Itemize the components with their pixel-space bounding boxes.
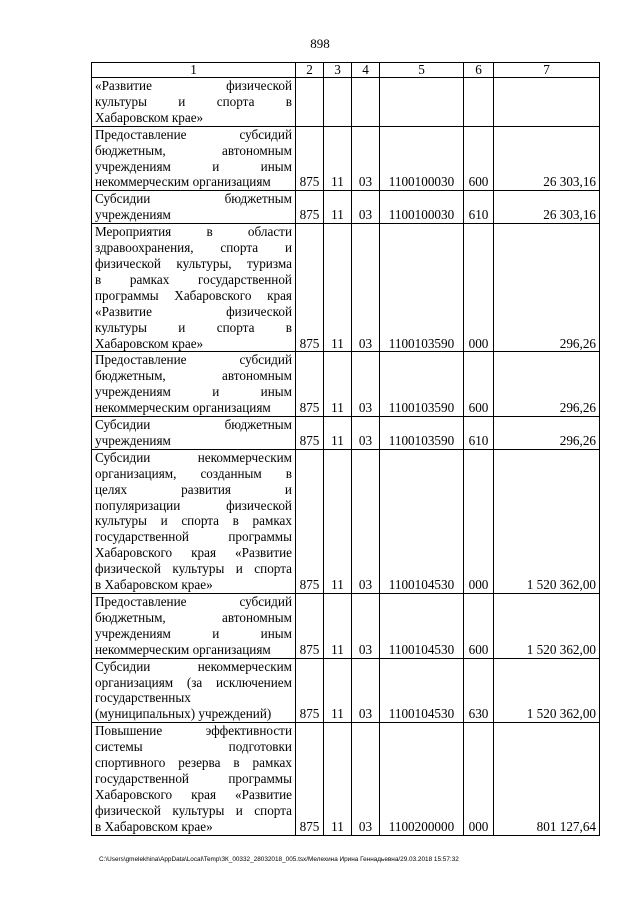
table-row — [92, 417, 600, 450]
row-name-line: бюджетным, автономным — [95, 368, 292, 384]
row-name-cell — [92, 594, 296, 659]
row-name-line: физической культуры и спорта — [95, 802, 292, 818]
row-name-line: некоммерческим организациям — [95, 641, 271, 657]
row-name-line: Предоставление субсидий — [95, 352, 292, 368]
expense-type-cell: 610 — [464, 191, 494, 224]
target-article-cell: 1100104530 — [380, 658, 464, 723]
header-cell: 6 — [464, 63, 494, 78]
row-name-line: программы Хабаровского края — [95, 287, 292, 303]
table-row — [92, 723, 600, 835]
amount-cell: 296,26 — [494, 224, 600, 352]
row-name-line: учреждениям и иным — [95, 158, 292, 174]
row-name-line: (муниципальных) учреждений) — [95, 706, 272, 722]
row-name-cell — [92, 126, 296, 191]
section-code-cell — [324, 78, 352, 127]
row-name-line: культуры и спорта в — [95, 93, 292, 109]
table-row — [92, 78, 600, 127]
ministry-code-cell: 875 — [296, 191, 324, 224]
row-name-line: государственной программы — [95, 770, 292, 786]
section-code-cell: 11 — [324, 352, 352, 417]
row-name-cell — [92, 352, 296, 417]
row-name-line: Хабаровском крае» — [95, 335, 204, 351]
row-name-line: Субсидии бюджетным — [95, 191, 292, 207]
subsection-code-cell: 03 — [352, 224, 380, 352]
table-row — [92, 352, 600, 417]
row-name-line: Субсидии некоммерческим — [95, 658, 292, 674]
row-name-line: некоммерческим организациям — [95, 400, 271, 416]
amount-cell: 1 520 362,00 — [494, 658, 600, 723]
row-name-line: здравоохранения, спорта и — [95, 240, 292, 256]
row-name-line: организациям, созданным в — [95, 465, 292, 481]
header-cell: 4 — [352, 63, 380, 78]
row-name-line: в рамках государственной — [95, 271, 292, 287]
ministry-code-cell: 875 — [296, 449, 324, 593]
amount-cell — [494, 78, 600, 127]
section-code-cell: 11 — [324, 191, 352, 224]
table-row — [92, 126, 600, 191]
row-name-line: некоммерческим организациям — [95, 174, 271, 190]
ministry-code-cell: 875 — [296, 224, 324, 352]
section-code-cell: 11 — [324, 594, 352, 659]
row-name-line: Субсидии бюджетным — [95, 417, 292, 433]
row-name-cell — [92, 723, 296, 835]
row-name-line: государственных — [95, 690, 191, 706]
section-code-cell: 11 — [324, 126, 352, 191]
section-code-cell: 11 — [324, 723, 352, 835]
amount-cell: 1 520 362,00 — [494, 594, 600, 659]
subsection-code-cell: 03 — [352, 658, 380, 723]
row-name-line: популяризации физической — [95, 497, 292, 513]
table-row — [92, 191, 600, 224]
row-name-line: учреждениям — [95, 432, 171, 448]
section-code-cell: 11 — [324, 417, 352, 450]
row-name-cell — [92, 191, 296, 224]
subsection-code-cell: 03 — [352, 126, 380, 191]
ministry-code-cell: 875 — [296, 594, 324, 659]
ministry-code-cell: 875 — [296, 352, 324, 417]
expense-type-cell: 630 — [464, 658, 494, 723]
subsection-code-cell — [352, 78, 380, 127]
row-name-line: Предоставление субсидий — [95, 126, 292, 142]
row-name-line: системы подготовки — [95, 739, 292, 755]
row-name-line: государственной программы — [95, 529, 292, 545]
row-name-line: Хабаровского края «Развитие — [95, 545, 292, 561]
expense-type-cell: 000 — [464, 723, 494, 835]
row-name-line: Предоставление субсидий — [95, 594, 292, 609]
header-cell: 1 — [92, 63, 296, 78]
table-header-row — [92, 63, 600, 78]
subsection-code-cell: 03 — [352, 417, 380, 450]
row-name-line: культуры и спорта в — [95, 319, 292, 335]
expense-type-cell: 600 — [464, 126, 494, 191]
amount-cell: 801 127,64 — [494, 723, 600, 835]
target-article-cell: 1100100030 — [380, 191, 464, 224]
row-name-cell — [92, 224, 296, 352]
row-name-line: учреждениям и иным — [95, 384, 292, 400]
row-name-line: Субсидии некоммерческим — [95, 449, 292, 465]
row-name-line: организациям (за исключением — [95, 674, 292, 690]
subsection-code-cell: 03 — [352, 594, 380, 659]
header-cell: 7 — [494, 63, 600, 78]
row-name-cell — [92, 658, 296, 723]
footer-file-path: C:\Users\gmelekhina\AppData\Local\Temp\ЗК_00332_28032018_005.tsx/Мелехина Ирина Геннадьевна/29.03.2018 15:57:32 — [99, 856, 459, 863]
header-cell: 3 — [324, 63, 352, 78]
expense-type-cell: 000 — [464, 224, 494, 352]
subsection-code-cell: 03 — [352, 449, 380, 593]
row-name-line: физической культуры, туризма — [95, 255, 292, 271]
expense-type-cell: 000 — [464, 449, 494, 593]
row-name-line: «Развитие физической — [95, 303, 292, 319]
section-code-cell: 11 — [324, 658, 352, 723]
target-article-cell: 1100100030 — [380, 126, 464, 191]
expense-type-cell — [464, 78, 494, 127]
row-name-line: в Хабаровском крае» — [95, 577, 213, 593]
subsection-code-cell: 03 — [352, 191, 380, 224]
target-article-cell — [380, 78, 464, 127]
target-article-cell: 1100103590 — [380, 352, 464, 417]
ministry-code-cell: 875 — [296, 417, 324, 450]
expense-type-cell: 600 — [464, 352, 494, 417]
ministry-code-cell: 875 — [296, 658, 324, 723]
target-article-cell: 1100104530 — [380, 449, 464, 593]
row-name-cell — [92, 78, 296, 127]
ministry-code-cell: 875 — [296, 723, 324, 835]
target-article-cell: 1100103590 — [380, 224, 464, 352]
amount-cell: 26 303,16 — [494, 191, 600, 224]
row-name-line: в Хабаровском крае» — [95, 818, 213, 834]
ministry-code-cell: 875 — [296, 126, 324, 191]
budget-table — [91, 62, 600, 836]
row-name-cell — [92, 449, 296, 593]
target-article-cell: 1100200000 — [380, 723, 464, 835]
target-article-cell: 1100103590 — [380, 417, 464, 450]
row-name-line: Мероприятия в области — [95, 224, 292, 240]
row-name-line: бюджетным, автономным — [95, 142, 292, 158]
row-name-line: физической культуры и спорта — [95, 561, 292, 577]
row-name-line: учреждениям — [95, 207, 171, 223]
table-row — [92, 594, 600, 659]
amount-cell: 296,26 — [494, 352, 600, 417]
target-article-cell: 1100104530 — [380, 594, 464, 659]
header-cell: 2 — [296, 63, 324, 78]
table-row — [92, 224, 600, 352]
row-name-line: «Развитие физической — [95, 78, 292, 93]
row-name-line: бюджетным, автономным — [95, 609, 292, 625]
table-row — [92, 449, 600, 593]
subsection-code-cell: 03 — [352, 352, 380, 417]
row-name-line: спортивного резерва в рамках — [95, 755, 292, 771]
amount-cell: 26 303,16 — [494, 126, 600, 191]
section-code-cell: 11 — [324, 449, 352, 593]
row-name-line: культуры и спорта в рамках — [95, 513, 292, 529]
row-name-line: целях развития и — [95, 481, 292, 497]
subsection-code-cell: 03 — [352, 723, 380, 835]
section-code-cell: 11 — [324, 224, 352, 352]
row-name-line: Повышение эффективности — [95, 723, 292, 739]
row-name-line: Хабаровского края «Развитие — [95, 786, 292, 802]
page-number: 898 — [310, 36, 330, 51]
row-name-line: Хабаровском крае» — [95, 109, 204, 125]
row-name-line: учреждениям и иным — [95, 625, 292, 641]
table-row — [92, 658, 600, 723]
amount-cell: 296,26 — [494, 417, 600, 450]
header-cell: 5 — [380, 63, 464, 78]
expense-type-cell: 600 — [464, 594, 494, 659]
ministry-code-cell — [296, 78, 324, 127]
row-name-cell — [92, 417, 296, 450]
expense-type-cell: 610 — [464, 417, 494, 450]
amount-cell: 1 520 362,00 — [494, 449, 600, 593]
